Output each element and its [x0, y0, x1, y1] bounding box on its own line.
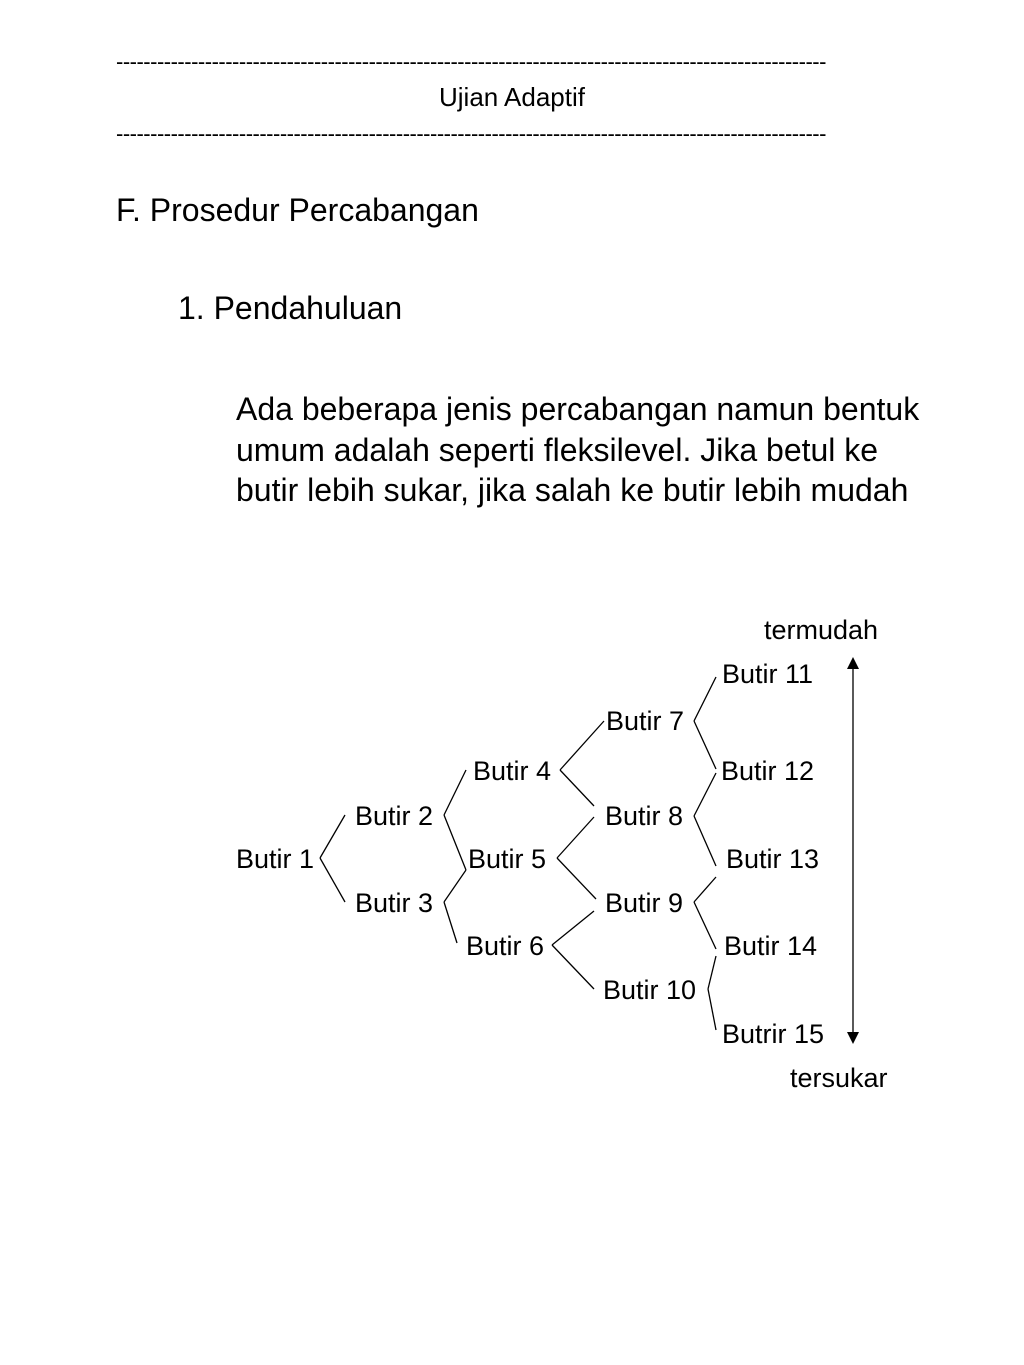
edge-2-5 — [444, 815, 466, 870]
edge-10-15 — [708, 989, 716, 1030]
edge-5-9 — [557, 858, 596, 899]
node-butir-13: Butir 13 — [726, 844, 820, 874]
intro-paragraph: Ada beberapa jenis percabangan namun bentuk umum adalah seperti fleksilevel. Jika betul ke butir lebih sukar, jika salah ke butir lebih mudah — [236, 391, 920, 508]
node-butir-12: Butir 12 — [721, 756, 815, 786]
node-butir-1: Butir 1 — [236, 844, 315, 874]
node-butir-5: Butir 5 — [468, 844, 547, 874]
node-butir-14: Butir 14 — [724, 931, 818, 961]
edge-3-5 — [444, 870, 466, 902]
edge-7-12 — [694, 721, 716, 769]
label-termudah: termudah — [764, 615, 879, 645]
header-rule-bottom: -------------------------------------------------------------------------------------------------------- — [116, 122, 826, 146]
node-butir-3: Butir 3 — [355, 888, 434, 918]
edge-1-3 — [320, 858, 345, 902]
edge-4-8 — [560, 770, 594, 806]
edge-9-14 — [694, 902, 716, 949]
node-butir-4: Butir 4 — [473, 756, 552, 786]
node-butir-7: Butir 7 — [606, 706, 685, 736]
edge-7-11 — [694, 677, 716, 721]
edge-2-4 — [444, 770, 466, 815]
header-title: Ujian Adaptif — [439, 82, 585, 112]
edge-8-13 — [694, 816, 716, 866]
header-rule-top: -------------------------------------------------------------------------------------------------------- — [116, 50, 826, 74]
edge-8-12 — [694, 773, 716, 816]
node-butir-11: Butir 11 — [722, 659, 814, 689]
edge-4-7 — [560, 721, 604, 770]
node-butir-2: Butir 2 — [355, 801, 434, 831]
edge-6-9 — [552, 911, 594, 945]
edge-3-6 — [444, 902, 457, 943]
arrow-down-icon — [847, 1032, 859, 1044]
node-butir-15: Butrir 15 — [722, 1019, 825, 1049]
node-butir-8: Butir 8 — [605, 801, 684, 831]
arrow-up-icon — [847, 657, 859, 669]
edge-5-8 — [557, 817, 594, 858]
edge-6-10 — [552, 945, 594, 989]
label-tersukar: tersukar — [790, 1063, 888, 1093]
node-butir-10: Butir 10 — [603, 975, 697, 1005]
section-title: F. Prosedur Percabangan — [116, 192, 479, 228]
edge-10-14 — [708, 956, 716, 989]
edge-1-2 — [320, 815, 345, 858]
edge-9-13 — [694, 877, 716, 902]
node-butir-9: Butir 9 — [605, 888, 684, 918]
node-butir-6: Butir 6 — [466, 931, 545, 961]
subsection-title: 1. Pendahuluan — [178, 290, 403, 326]
